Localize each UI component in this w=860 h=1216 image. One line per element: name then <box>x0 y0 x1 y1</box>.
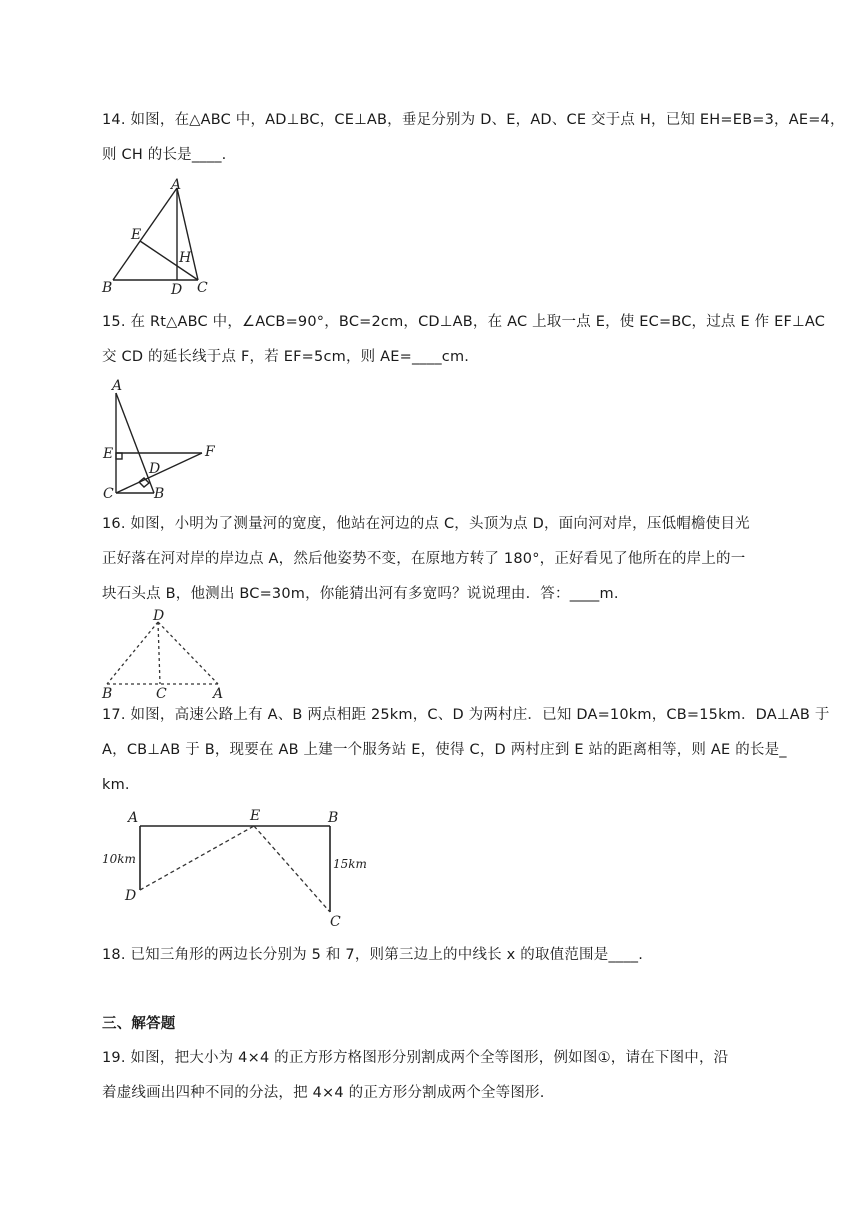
q14-label-a: A <box>171 177 182 193</box>
q15-label-c: C <box>103 486 114 502</box>
q17-line-1: 17. 如图，高速公路上有 A、B 两点相距 25km，C、D 为两村庄．已知 DA=10km，CB=15km．DA⊥AB 于 <box>102 707 830 723</box>
q19-line-2: 着虚线画出四种不同的分法，把 4×4 的正方形分割成两个全等图形. <box>102 1085 545 1101</box>
q16-figure <box>102 608 226 700</box>
q15-right-triangle-diagram <box>102 378 220 502</box>
q16-line-2: 正好落在河对岸的岸边点 A，然后他姿势不变，在原地方转了 180°，正好看见了他所在的岸上的一 <box>102 551 746 567</box>
q15-line-1: 15. 在 Rt△ABC 中，∠ACB=90°，BC=2cm，CD⊥AB，在 AC 上取一点 E，使 EC=BC，过点 E 作 EF⊥AC <box>102 314 826 330</box>
q14-label-e: E <box>131 227 142 243</box>
section-title: 三、解答题 <box>102 1016 176 1032</box>
q17-label-cb-length: 15km <box>333 857 367 871</box>
q14-label-h: H <box>179 250 192 266</box>
q17-label-e: E <box>250 808 261 824</box>
q16-label-c: C <box>156 686 167 702</box>
q15-line-2: 交 CD 的延长线于点 F，若 EF=5cm，则 AE=____cm. <box>102 349 470 365</box>
q15-label-f: F <box>205 444 215 460</box>
q16-line-3: 块石头点 B，他测出 BC=30m，你能猜出河有多宽吗？说说理由．答：____m. <box>102 586 619 602</box>
q16-label-b: B <box>102 686 113 702</box>
q15-label-e: E <box>103 446 114 462</box>
q16-label-d: D <box>153 608 165 624</box>
q14-label-c: C <box>197 280 208 296</box>
q15-label-b: B <box>154 486 165 502</box>
q17-label-da-length: 10km <box>102 852 136 866</box>
q17-label-a: A <box>128 810 139 826</box>
q14-label-d: D <box>171 282 183 298</box>
q16-label-a: A <box>213 686 224 702</box>
q14-triangle-diagram <box>102 176 214 300</box>
q17-service-station-diagram <box>102 806 368 930</box>
q17-label-c: C <box>330 914 341 930</box>
q17-label-b: B <box>328 810 339 826</box>
q17-label-d: D <box>125 888 137 904</box>
q17-line-2: A，CB⊥AB 于 B，现要在 AB 上建一个服务站 E，使得 C，D 两村庄到 E 站的距离相等，则 AE 的长是_ <box>102 742 787 758</box>
q15-label-d: D <box>149 461 161 477</box>
q15-figure <box>102 378 220 502</box>
q14-figure <box>102 176 214 300</box>
q15-label-a: A <box>112 378 123 394</box>
q18-line-1: 18. 已知三角形的两边长分别为 5 和 7，则第三边上的中线长 x 的取值范围是____. <box>102 947 644 963</box>
q19-line-1: 19. 如图，把大小为 4×4 的正方形方格图形分别割成两个全等图形，例如图①，请在下图中，沿 <box>102 1050 729 1066</box>
q16-river-width-diagram <box>102 608 226 700</box>
q14-line-1: 14. 如图，在△ABC 中，AD⊥BC，CE⊥AB，垂足分别为 D、E，AD、CE 交于点 H，已知 EH=EB=3，AE=4， <box>102 112 845 128</box>
q14-label-b: B <box>102 280 113 296</box>
q14-line-2: 则 CH 的长是____. <box>102 147 227 163</box>
q16-line-1: 16. 如图，小明为了测量河的宽度，他站在河边的点 C，头顶为点 D，面向河对岸，压低帽檐使目光 <box>102 516 750 532</box>
q17-figure <box>102 806 368 930</box>
q17-line-3: km. <box>102 777 130 793</box>
